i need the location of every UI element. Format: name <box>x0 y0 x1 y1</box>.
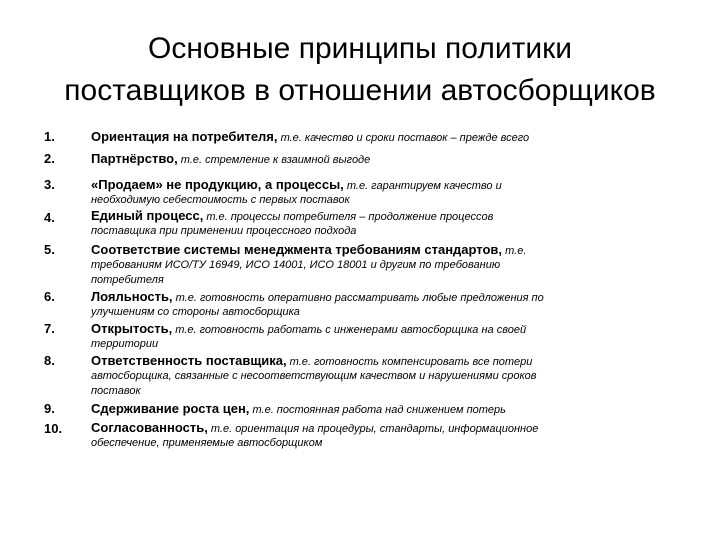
item-description-cont: поставщика при применении процессного подхода <box>91 225 357 237</box>
item-description-cont: поставок <box>91 385 141 397</box>
item-number: 4. <box>44 210 55 225</box>
item-number: 7. <box>44 321 55 336</box>
item-heading: Партнёрство, <box>91 151 178 166</box>
list-item <box>91 289 673 320</box>
list-item <box>91 242 673 288</box>
item-heading: Сдерживание роста цен, <box>91 401 250 416</box>
item-number: 1. <box>44 129 55 144</box>
item-number: 10. <box>44 421 63 436</box>
item-number: 6. <box>44 289 55 304</box>
item-heading: Ответственность поставщика, <box>91 353 287 368</box>
title-line-2: поставщиков в отношении автосборщиков <box>64 74 656 107</box>
item-number: 3. <box>44 177 55 192</box>
item-description-cont: автосборщика, связанные с несоответствующим качеством и нарушениями сроков <box>91 370 537 382</box>
item-description-cont: территории <box>91 338 159 350</box>
item-description: т.е. готовность компенсировать все потери <box>286 356 533 368</box>
item-description: т.е. качество и сроки поставок – прежде всего <box>277 132 530 144</box>
list-item <box>91 208 673 239</box>
item-heading: «Продаем» не продукцию, а процессы, <box>91 177 344 192</box>
item-description: т.е. стремление к взаимной выгоде <box>177 154 371 166</box>
slide-title <box>0 28 720 112</box>
item-description: т.е. ориентация на процедуры, стандарты, информационное <box>207 423 539 435</box>
item-heading: Соответствие системы менеджмента требованиям стандартов, <box>91 242 503 257</box>
item-number: 8. <box>44 353 55 368</box>
item-description: т.е. постоянная работа над снижением потерь <box>249 404 506 416</box>
item-heading: Единый процесс, <box>91 208 204 223</box>
list-item <box>91 151 673 167</box>
item-description-cont: обеспечение, применяемые автосборщиком <box>91 437 323 449</box>
list-item <box>91 401 673 417</box>
item-description: т.е. готовность оперативно рассматривать любые предложения по <box>172 292 544 304</box>
title-line-1: Основные принципы политики <box>148 32 572 65</box>
list-item <box>91 129 673 145</box>
item-heading: Лояльность, <box>91 289 173 304</box>
item-heading: Согласованность, <box>91 420 208 435</box>
item-number: 2. <box>44 151 55 166</box>
item-description: т.е. гарантируем качество и <box>343 180 502 192</box>
item-description-cont: необходимую себестоимость с первых поставок <box>91 194 350 206</box>
item-description: т.е. <box>502 245 527 257</box>
list-item <box>91 321 673 352</box>
item-number: 5. <box>44 242 55 257</box>
item-description-cont: потребителя <box>91 274 164 286</box>
list-item <box>91 177 673 208</box>
item-description-cont: улучшениям со стороны автосборщика <box>91 306 300 318</box>
item-number: 9. <box>44 401 55 416</box>
list-item <box>91 420 673 451</box>
item-description: т.е. готовность работать с инженерами автосборщика на своей <box>172 324 527 336</box>
item-heading: Открытость, <box>91 321 173 336</box>
item-heading: Ориентация на потребителя, <box>91 129 278 144</box>
item-description: т.е. процессы потребителя – продолжение процессов <box>203 211 494 223</box>
item-description-cont: требованиям ИСО/ТУ 16949, ИСО 14001, ИСО 18001 и другим по требованию <box>91 259 501 271</box>
list-item <box>91 353 673 399</box>
